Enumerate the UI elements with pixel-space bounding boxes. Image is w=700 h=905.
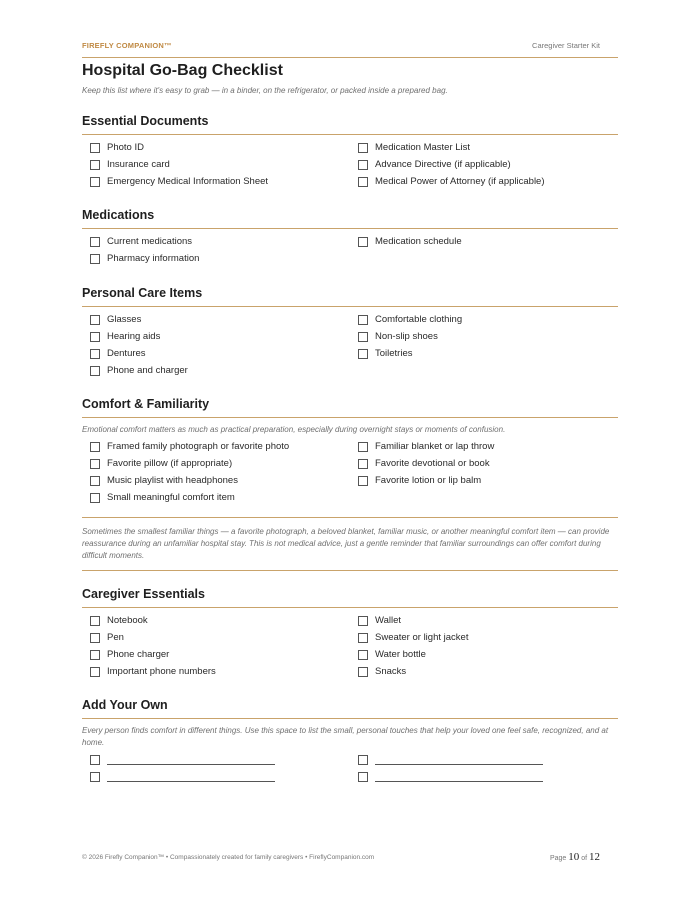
checklist-item[interactable]: Medical Power of Attorney (if applicable) [350,173,618,190]
checkbox[interactable] [90,254,100,264]
checkbox[interactable] [358,349,368,359]
checkbox[interactable] [358,650,368,660]
section-divider [82,134,618,135]
checklist-item[interactable]: Toiletries [350,345,618,362]
checkbox[interactable] [358,442,368,452]
section-personal-care [82,284,618,379]
checklist-item[interactable]: Framed family photograph or favorite photo [82,438,350,455]
blank-line[interactable] [107,772,275,782]
checklist-item[interactable]: Pharmacy information [82,250,350,267]
section-caregiver-essentials [82,585,618,680]
blank-line[interactable] [107,755,275,765]
footer-copyright: © 2026 Firefly Companion™ • Compassionately created for family caregivers • FireflyCompanion.com [82,854,375,861]
checkbox[interactable] [90,633,100,643]
checkbox[interactable] [90,667,100,677]
section-heading: Comfort & Familiarity [82,397,210,411]
section-heading: Medications [82,208,155,222]
checkbox[interactable] [358,633,368,643]
checkbox[interactable] [358,476,368,486]
checkbox[interactable] [358,177,368,187]
section-heading: Add Your Own [82,698,168,712]
section-divider [82,607,618,608]
checklist-item[interactable]: Favorite lotion or lip balm [350,472,618,489]
section-note: Every person finds comfort in different things. Use this space to list the small, personal touches that help your loved one feel safe, recognized, and at home. [82,726,609,747]
checkbox[interactable] [358,160,368,170]
checklist-item[interactable]: Water bottle [350,646,618,663]
checklist-item[interactable]: Phone and charger [82,362,350,379]
section-heading: Personal Care Items [82,286,203,300]
checklist-item[interactable]: Non-slip shoes [350,328,618,345]
section-divider [82,718,618,719]
kit-name: Caregiver Starter Kit [532,41,600,50]
checkbox[interactable] [358,237,368,247]
checkbox[interactable] [90,143,100,153]
section-divider [82,417,618,418]
checkbox[interactable] [90,459,100,469]
section-divider [82,306,618,307]
checkbox[interactable] [358,315,368,325]
checklist-item[interactable]: Sweater or light jacket [350,629,618,646]
checkbox[interactable] [90,332,100,342]
section-heading: Caregiver Essentials [82,587,205,601]
page-header [82,41,618,57]
checklist-item[interactable]: Insurance card [82,156,350,173]
checklist-item[interactable]: Medication Master List [350,139,618,156]
checkbox[interactable] [90,493,100,503]
checkbox[interactable] [90,160,100,170]
checkbox[interactable] [90,650,100,660]
page-total: 12 [589,851,600,863]
checklist-item[interactable]: Favorite devotional or book [350,455,618,472]
checkbox[interactable] [90,772,100,782]
checklist-item[interactable]: Emergency Medical Information Sheet [82,173,350,190]
checkbox[interactable] [358,667,368,677]
page-title: Hospital Go-Bag Checklist [82,62,283,79]
blank-checklist-item[interactable] [82,751,350,768]
checkbox[interactable] [90,616,100,626]
section-heading: Essential Documents [82,114,209,128]
header-divider [82,57,618,58]
section-add-your-own [82,696,618,785]
checklist-item[interactable]: Familiar blanket or lap throw [350,438,618,455]
blank-checklist-item[interactable] [82,768,350,785]
section-divider [82,228,618,229]
checklist-item[interactable]: Advance Directive (if applicable) [350,156,618,173]
checkbox[interactable] [90,476,100,486]
checkbox[interactable] [90,177,100,187]
checkbox[interactable] [358,459,368,469]
page-subtitle: Keep this list where it's easy to grab — in a binder, on the refrigerator, or packed inside a prepared bag. [82,86,448,95]
checkbox[interactable] [358,755,368,765]
checklist-item[interactable]: Snacks [350,663,618,680]
checklist-item[interactable]: Medication schedule [350,233,618,250]
section-essential-documents [82,112,618,190]
checklist-item[interactable]: Current medications [82,233,350,250]
blank-checklist-item[interactable] [350,768,618,785]
checkbox[interactable] [90,755,100,765]
section-note: Emotional comfort matters as much as practical preparation, especially during overnight stays or moments of confusion. [82,425,506,434]
page-label: Page [549,855,567,862]
checklist-item[interactable]: Favorite pillow (if appropriate) [82,455,350,472]
checkbox[interactable] [90,366,100,376]
page-of: of [581,855,588,862]
page-footer [82,851,618,867]
checklist-item[interactable]: Notebook [82,612,350,629]
checkbox[interactable] [90,442,100,452]
checklist-item[interactable]: Important phone numbers [82,663,350,680]
checklist-item[interactable]: Hearing aids [82,328,350,345]
checklist-item[interactable]: Wallet [350,612,618,629]
blank-checklist-item[interactable] [350,751,618,768]
checklist-item[interactable]: Comfortable clothing [350,311,618,328]
comfort-callout: Sometimes the smallest familiar things — a favorite photograph, a beloved blanket, familiar music, or another meaningful comfort item — can provide reassurance during an unfamiliar hospital stay. This is not medical advice, just a gentle reminder that familiar surroundings can offer comfort during difficult moments. [82,517,618,571]
checkbox[interactable] [358,772,368,782]
blank-line[interactable] [375,755,543,765]
checklist-item[interactable]: Dentures [82,345,350,362]
page-number [550,851,600,863]
section-comfort-familiarity [82,395,618,506]
page-current: 10 [568,851,580,863]
checklist-item[interactable]: Small meaningful comfort item [82,489,350,506]
checklist-item[interactable]: Music playlist with headphones [82,472,350,489]
checkbox[interactable] [358,332,368,342]
blank-line[interactable] [375,772,543,782]
section-medications [82,206,618,267]
checklist-item[interactable]: Glasses [82,311,350,328]
checkbox[interactable] [90,237,100,247]
checkbox[interactable] [358,143,368,153]
brand-name: FIREFLY COMPANION™ [82,41,172,50]
checklist-item[interactable]: Pen [82,629,350,646]
checkbox[interactable] [90,315,100,325]
checklist-item[interactable]: Photo ID [82,139,350,156]
checkbox[interactable] [358,616,368,626]
checkbox[interactable] [90,349,100,359]
checklist-item[interactable]: Phone charger [82,646,350,663]
